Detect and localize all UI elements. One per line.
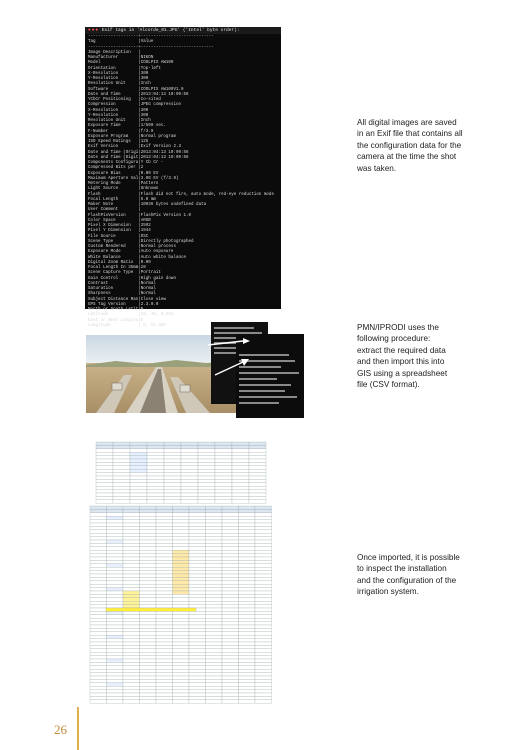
caption-procedure: PMN/IPRODI uses the following procedure: extract the required data and then import this into GIS using a spreadsheet file (CSV format). xyxy=(357,323,448,390)
caption-exif: All digital images are saved in an Exif file that contains all the configuration data for the camera at the time the shot was taken. xyxy=(357,118,463,173)
irrigation-spreadsheet xyxy=(86,436,274,708)
exif-tag-listing: --------------------+----------------------------- Tag |Value --------------------+----------------------------- Image Description | Manufacturer |NIKON Model |COOLPIX AW100 Orientation |Top-left X-Resolution |300 Y-Resolution |300 Resolution Unit |Inch Software |COOLPIX AW100V1.0 Date and Time |2013:04:13 10:09:56 YCbCr Positioning |Co-sited Compression |JPEG compression X-Resolution |300 Y-Resolution |300 Resolution Unit |Inch Exposure Time |1/500 sec. F-Number |f/3.9 Exposure Program |Normal program ISO Speed Ratings |125 Exif Version |Exif Version 2.3 Date and Time (Origi|2013:04:13 10:09:56 Date and Time (Digit|2013:04:13 10:09:56 Components Configura|Y Cb Cr - Compressed Bits per |2 Exposure Bias |0.00 EV Maximum Aperture Val|3.90 EV (f/3.9) Metering Mode |Pattern Light Source |Unknown Flash |Flash did not fire, auto mode, red-eye reduction mode Focal Length |5.0 mm Maker Note |10036 bytes undefined data User Comment | FlashPixVersion |FlashPix Version 1.0 Color Space |sRGB Pixel X Dimension |2592 Pixel Y Dimension |1944 File Source |DSC Scene Type |Directly photographed Custom Rendered |Normal process Exposure Mode |Auto exposure White Balance |Auto white balance Digital Zoom Ratio |0.00 Focal Length In 35mm|28 Scene Capture Type |Portrait Gain Control |High gain down Contrast |Normal Saturation |Normal Sharpness |Normal Subject Distance Ran|Close view GPS Tag Version |2.3.0.0 North or South Latit|N Latitude |33, 40, 0.553 East or West Longitu|E Longitude | 6, 51.356 xyxy=(88,35,274,328)
terminal-title-bar xyxy=(85,27,281,34)
terminal-title: Exif tags in 'Alcorde_01.JPG' ('Intel' byte order): xyxy=(101,28,240,33)
page-number: 26 xyxy=(54,722,67,737)
arrow-icon xyxy=(205,335,255,385)
caption-imported: Once imported, it is possible to inspect the installation and the configuration of the irrigation system. xyxy=(357,553,460,597)
footer-rule xyxy=(77,707,79,750)
exif-terminal-screenshot xyxy=(85,27,281,328)
window-controls-icon: ●●● xyxy=(88,28,100,33)
